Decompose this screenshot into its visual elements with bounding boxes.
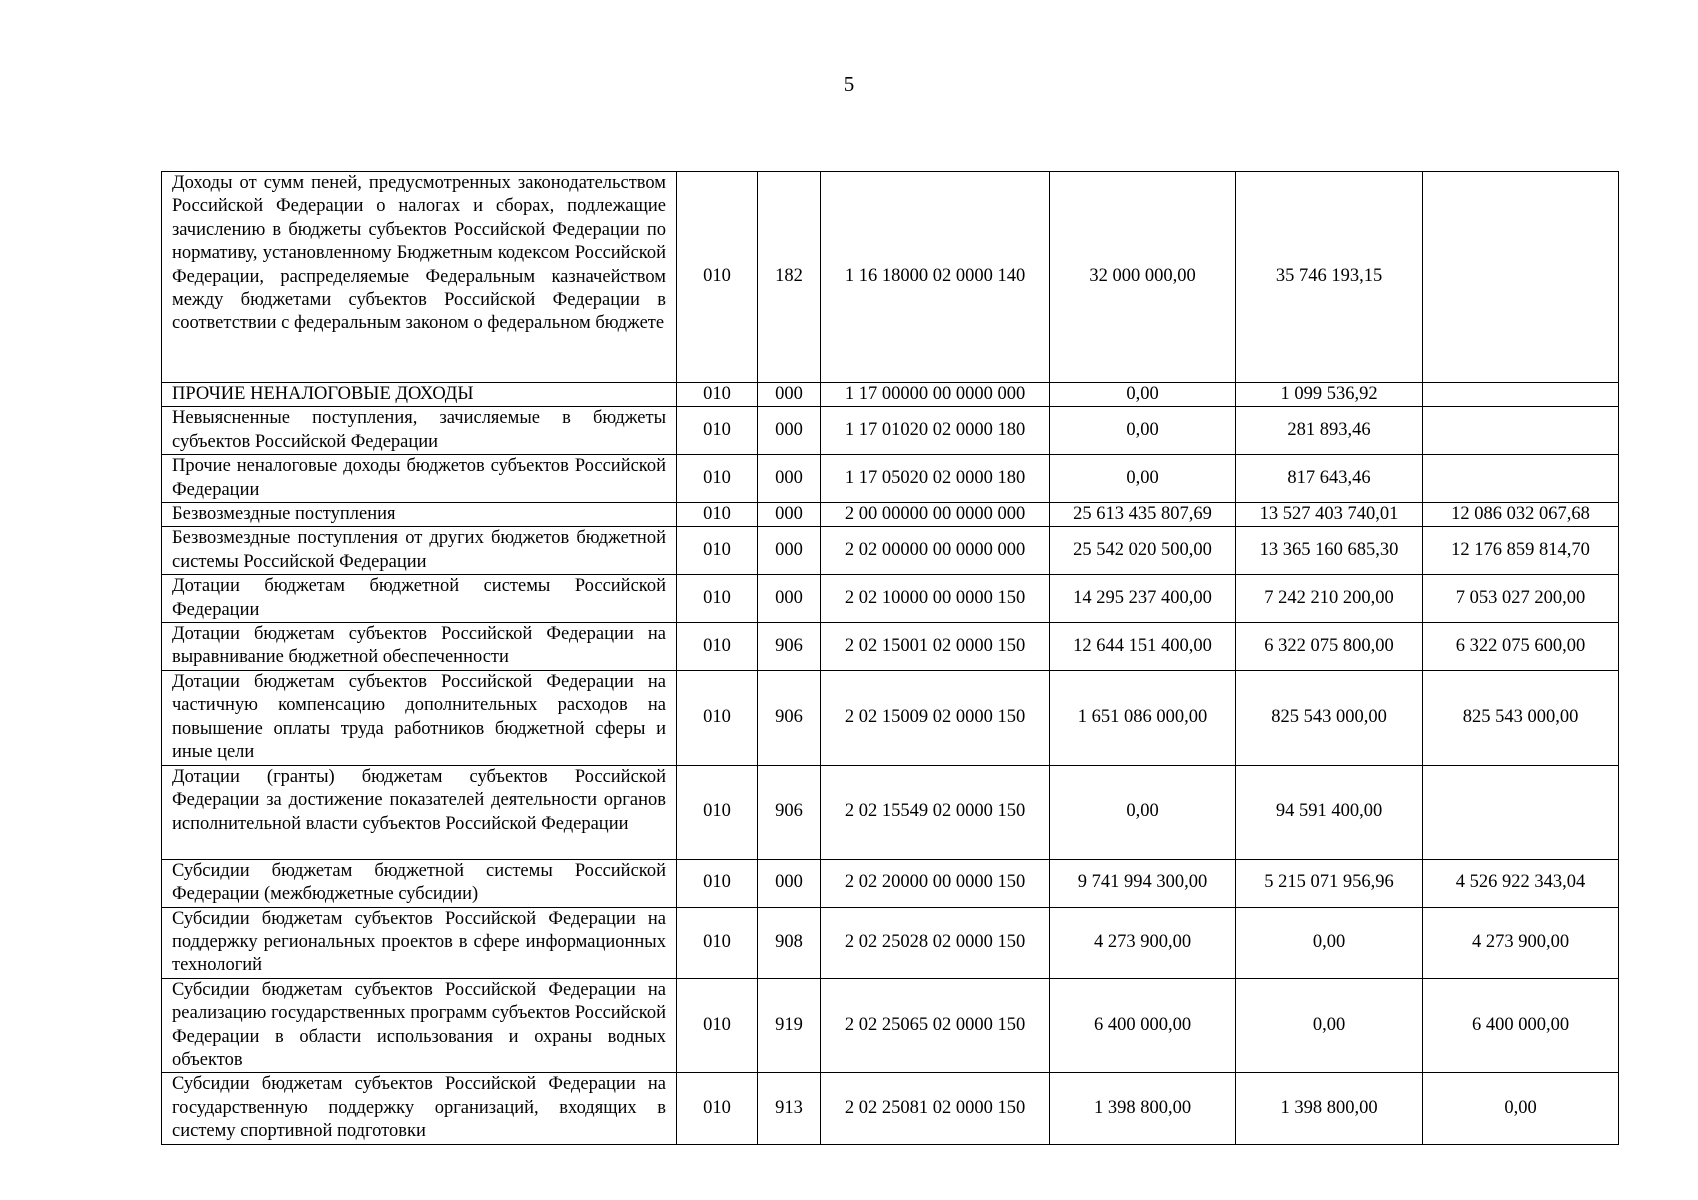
row-value-3	[1423, 172, 1619, 383]
budget-revenue-table	[161, 171, 1619, 1145]
row-value-2: 7 242 210 200,00	[1236, 575, 1423, 623]
row-value-1: 1 398 800,00	[1050, 1073, 1236, 1144]
row-value-3: 12 176 859 814,70	[1423, 527, 1619, 575]
row-value-1: 0,00	[1050, 383, 1236, 407]
row-budget-classification-code: 2 02 25065 02 0000 150	[821, 978, 1050, 1073]
table-row	[162, 907, 1619, 978]
row-department-code: 913	[758, 1073, 821, 1144]
table-row	[162, 671, 1619, 766]
row-value-2: 825 543 000,00	[1236, 671, 1423, 766]
table-row	[162, 575, 1619, 623]
table-row	[162, 455, 1619, 503]
row-value-3: 12 086 032 067,68	[1423, 503, 1619, 527]
row-admin-code: 010	[677, 407, 758, 455]
row-description: ПРОЧИЕ НЕНАЛОГОВЫЕ ДОХОДЫ	[162, 383, 677, 407]
row-admin-code: 010	[677, 503, 758, 527]
row-budget-classification-code: 1 17 00000 00 0000 000	[821, 383, 1050, 407]
row-department-code: 908	[758, 907, 821, 978]
row-value-2: 94 591 400,00	[1236, 765, 1423, 859]
row-description: Прочие неналоговые доходы бюджетов субъектов Российской Федерации	[162, 455, 677, 503]
row-budget-classification-code: 2 02 20000 00 0000 150	[821, 859, 1050, 907]
row-department-code: 182	[758, 172, 821, 383]
row-admin-code: 010	[677, 383, 758, 407]
row-value-2: 1 099 536,92	[1236, 383, 1423, 407]
row-department-code: 000	[758, 383, 821, 407]
row-description: Дотации бюджетам субъектов Российской Федерации на выравнивание бюджетной обеспеченности	[162, 623, 677, 671]
row-value-1: 14 295 237 400,00	[1050, 575, 1236, 623]
row-budget-classification-code: 2 02 00000 00 0000 000	[821, 527, 1050, 575]
row-value-3	[1423, 765, 1619, 859]
row-admin-code: 010	[677, 859, 758, 907]
row-department-code: 906	[758, 765, 821, 859]
row-value-3: 4 526 922 343,04	[1423, 859, 1619, 907]
row-admin-code: 010	[677, 765, 758, 859]
table-row	[162, 527, 1619, 575]
row-value-1: 12 644 151 400,00	[1050, 623, 1236, 671]
row-admin-code: 010	[677, 1073, 758, 1144]
row-value-2: 13 365 160 685,30	[1236, 527, 1423, 575]
row-admin-code: 010	[677, 527, 758, 575]
row-value-2: 1 398 800,00	[1236, 1073, 1423, 1144]
table-row	[162, 623, 1619, 671]
row-admin-code: 010	[677, 172, 758, 383]
row-value-3: 825 543 000,00	[1423, 671, 1619, 766]
row-department-code: 000	[758, 527, 821, 575]
row-budget-classification-code: 2 02 25028 02 0000 150	[821, 907, 1050, 978]
row-value-1: 4 273 900,00	[1050, 907, 1236, 978]
row-value-3: 0,00	[1423, 1073, 1619, 1144]
row-budget-classification-code: 1 17 05020 02 0000 180	[821, 455, 1050, 503]
row-value-3	[1423, 407, 1619, 455]
row-description: Субсидии бюджетам бюджетной системы Российской Федерации (межбюджетные субсидии)	[162, 859, 677, 907]
row-department-code: 000	[758, 455, 821, 503]
row-value-3: 6 400 000,00	[1423, 978, 1619, 1073]
row-value-1: 6 400 000,00	[1050, 978, 1236, 1073]
row-value-1: 0,00	[1050, 407, 1236, 455]
row-budget-classification-code: 2 02 15001 02 0000 150	[821, 623, 1050, 671]
row-description: Субсидии бюджетам субъектов Российской Федерации на реализацию государственных программ субъектов Российской Федерации в области использования и охраны водных объектов	[162, 978, 677, 1073]
row-value-2: 817 643,46	[1236, 455, 1423, 503]
row-description: Субсидии бюджетам субъектов Российской Федерации на государственную поддержку организаций, входящих в систему спортивной подготовки	[162, 1073, 677, 1144]
row-value-2: 6 322 075 800,00	[1236, 623, 1423, 671]
row-department-code: 906	[758, 623, 821, 671]
row-value-3	[1423, 383, 1619, 407]
row-budget-classification-code: 2 02 25081 02 0000 150	[821, 1073, 1050, 1144]
row-value-2: 281 893,46	[1236, 407, 1423, 455]
table-row	[162, 765, 1619, 859]
table-row	[162, 1073, 1619, 1144]
row-department-code: 000	[758, 503, 821, 527]
row-value-2: 35 746 193,15	[1236, 172, 1423, 383]
row-value-2: 5 215 071 956,96	[1236, 859, 1423, 907]
row-value-3: 6 322 075 600,00	[1423, 623, 1619, 671]
row-value-1: 0,00	[1050, 765, 1236, 859]
row-description: Безвозмездные поступления	[162, 503, 677, 527]
row-value-2: 13 527 403 740,01	[1236, 503, 1423, 527]
row-value-1: 25 613 435 807,69	[1050, 503, 1236, 527]
row-budget-classification-code: 1 16 18000 02 0000 140	[821, 172, 1050, 383]
row-admin-code: 010	[677, 575, 758, 623]
row-description: Безвозмездные поступления от других бюджетов бюджетной системы Российской Федерации	[162, 527, 677, 575]
row-department-code: 000	[758, 407, 821, 455]
row-description: Дотации бюджетам бюджетной системы Российской Федерации	[162, 575, 677, 623]
row-value-3: 7 053 027 200,00	[1423, 575, 1619, 623]
row-description: Дотации бюджетам субъектов Российской Федерации на частичную компенсацию дополнительных расходов на повышение оплаты труда работников бюджетной сферы и иные цели	[162, 671, 677, 766]
row-admin-code: 010	[677, 623, 758, 671]
page-number: 5	[843, 72, 855, 96]
row-value-3: 4 273 900,00	[1423, 907, 1619, 978]
table-row	[162, 383, 1619, 407]
row-budget-classification-code: 2 00 00000 00 0000 000	[821, 503, 1050, 527]
row-department-code: 906	[758, 671, 821, 766]
row-value-1: 1 651 086 000,00	[1050, 671, 1236, 766]
row-value-1: 25 542 020 500,00	[1050, 527, 1236, 575]
row-description: Субсидии бюджетам субъектов Российской Федерации на поддержку региональных проектов в сфере информационных технологий	[162, 907, 677, 978]
row-admin-code: 010	[677, 455, 758, 503]
row-value-2: 0,00	[1236, 907, 1423, 978]
row-admin-code: 010	[677, 671, 758, 766]
table-row	[162, 859, 1619, 907]
row-description: Невыясненные поступления, зачисляемые в бюджеты субъектов Российской Федерации	[162, 407, 677, 455]
row-value-1: 0,00	[1050, 455, 1236, 503]
row-value-1: 32 000 000,00	[1050, 172, 1236, 383]
row-value-3	[1423, 455, 1619, 503]
row-budget-classification-code: 1 17 01020 02 0000 180	[821, 407, 1050, 455]
row-budget-classification-code: 2 02 15009 02 0000 150	[821, 671, 1050, 766]
row-department-code: 000	[758, 575, 821, 623]
row-admin-code: 010	[677, 978, 758, 1073]
table-row	[162, 172, 1619, 383]
row-budget-classification-code: 2 02 10000 00 0000 150	[821, 575, 1050, 623]
row-budget-classification-code: 2 02 15549 02 0000 150	[821, 765, 1050, 859]
table-row	[162, 503, 1619, 527]
row-description: Доходы от сумм пеней, предусмотренных законодательством Российской Федерации о налогах и сборах, подлежащие зачислению в бюджеты субъектов Российской Федерации по нормативу, установленному Бюджетным кодексом Российской Федерации, распределяемые Федеральным казначейством между бюджетами субъектов Российской Федерации в соответствии с федеральным законом о федеральном бюджете	[162, 172, 677, 383]
row-department-code: 000	[758, 859, 821, 907]
row-value-2: 0,00	[1236, 978, 1423, 1073]
row-description: Дотации (гранты) бюджетам субъектов Российской Федерации за достижение показателей деятельности органов исполнительной власти субъектов Российской Федерации	[162, 765, 677, 859]
table-row	[162, 407, 1619, 455]
row-admin-code: 010	[677, 907, 758, 978]
table-row	[162, 978, 1619, 1073]
row-value-1: 9 741 994 300,00	[1050, 859, 1236, 907]
row-department-code: 919	[758, 978, 821, 1073]
